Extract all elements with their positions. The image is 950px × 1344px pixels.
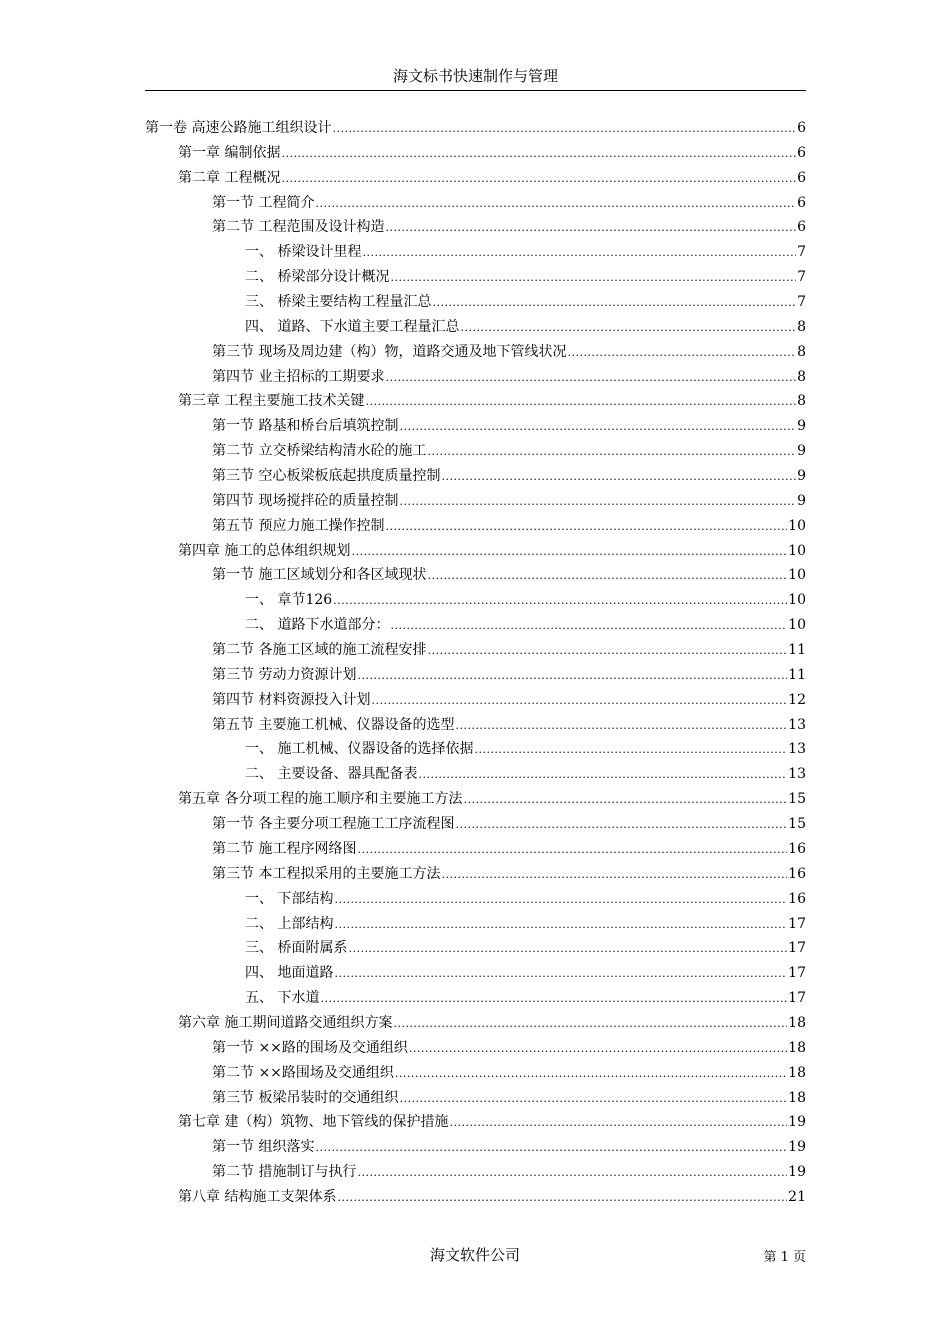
toc-dot-leader: [320, 987, 787, 1012]
toc-entry-page: 18: [788, 1064, 806, 1081]
page-header-title: 海文标书快速制作与管理: [392, 67, 558, 85]
toc-entry[interactable]: [145, 762, 806, 787]
toc-entry-page: 13: [788, 741, 806, 758]
toc-entry[interactable]: [145, 1036, 806, 1061]
toc-entry-page: 6: [797, 219, 806, 236]
toc-dot-leader: [281, 167, 796, 192]
toc-entry-label: 第七章 建（构）筑物、地下管线的保护措施: [178, 1114, 449, 1131]
toc-entry[interactable]: [145, 215, 806, 240]
toc-dot-leader: [348, 937, 787, 962]
toc-dot-leader: [334, 913, 787, 938]
toc-entry[interactable]: [145, 1086, 806, 1111]
toc-entry-page: 8: [797, 393, 806, 410]
toc-entry[interactable]: [145, 514, 806, 539]
toc-dot-leader: [315, 1136, 787, 1161]
toc-dot-leader: [362, 241, 796, 266]
toc-entry-page: 19: [788, 1114, 806, 1131]
toc-entry[interactable]: [145, 340, 806, 365]
toc-entry-page: 21: [788, 1188, 806, 1205]
toc-entry[interactable]: [145, 1135, 806, 1160]
toc-entry-page: 10: [788, 592, 806, 609]
toc-dot-leader: [332, 117, 796, 142]
toc-entry-label: 一、 桥梁设计里程: [245, 244, 362, 261]
toc-entry-label: 第三节 空心板梁板底起拱度质量控制: [212, 468, 441, 485]
toc-entry-page: 16: [788, 865, 806, 882]
toc-entry-label: 第二节 措施制订与执行: [212, 1164, 357, 1181]
toc-entry-label: 第一节 路基和桥台后填筑控制: [212, 418, 399, 435]
toc-entry[interactable]: [145, 986, 806, 1011]
toc-entry-page: 9: [797, 443, 806, 460]
toc-entry[interactable]: [145, 713, 806, 738]
footer-company: 海文软件公司: [429, 1246, 520, 1264]
toc-entry[interactable]: [145, 837, 806, 862]
toc-dot-leader: [441, 465, 796, 490]
toc-entry-label: 二、 上部结构: [245, 915, 334, 932]
toc-entry-label: 第五节 主要施工机械、仪器设备的选型: [212, 716, 455, 733]
footer-page-number: 第 1 页: [763, 1250, 806, 1265]
toc-entry-page: 17: [788, 990, 806, 1007]
toc-entry-page: 16: [788, 890, 806, 907]
toc-entry-page: 13: [788, 716, 806, 733]
toc-entry-label: 第一节 施工区域划分和各区域现状: [212, 567, 427, 584]
toc-dot-leader: [455, 813, 787, 838]
toc-dot-leader: [427, 440, 796, 465]
toc-entry-label: 第一章 编制依据: [178, 144, 281, 161]
header-divider: [145, 90, 806, 91]
toc-entry-label: 一、 下部结构: [245, 890, 334, 907]
toc-dot-leader: [399, 1087, 787, 1112]
toc-entry-label: 第三节 本工程拟采用的主要施工方法: [212, 865, 441, 882]
toc-entry-page: 16: [788, 840, 806, 857]
toc-entry-label: 三、 桥梁主要结构工程量汇总: [245, 294, 432, 311]
toc-entry-label: 第二节 立交桥梁结构清水砼的施工: [212, 443, 427, 460]
toc-entry-label: 第八章 结构施工支架体系: [178, 1188, 337, 1205]
toc-entry-label: 一、 章节126: [245, 592, 333, 609]
toc-entry[interactable]: [145, 116, 806, 141]
toc-entry[interactable]: [145, 1011, 806, 1036]
toc-entry[interactable]: [145, 787, 806, 812]
toc-entry-label: 第五章 各分项工程的施工顺序和主要施工方法: [178, 791, 463, 808]
toc-dot-leader: [399, 490, 796, 515]
toc-entry-page: 18: [788, 1039, 806, 1056]
toc-entry[interactable]: [145, 613, 806, 638]
toc-entry-label: 第一节 各主要分项工程施工工序流程图: [212, 816, 455, 833]
toc-entry-label: 三、 桥面附属系: [245, 940, 348, 957]
toc-entry-label: 第三节 劳动力资源计划: [212, 666, 357, 683]
toc-dot-leader: [351, 540, 787, 565]
toc-entry-label: 第四节 现场搅拌砼的质量控制: [212, 492, 399, 509]
toc-entry[interactable]: [145, 961, 806, 986]
toc-entry[interactable]: [145, 141, 806, 166]
toc-entry-label: 第二节 工程范围及设计构造: [212, 219, 385, 236]
toc-entry[interactable]: [145, 936, 806, 961]
toc-entry-label: 四、 道路、下水道主要工程量汇总: [245, 318, 460, 335]
toc-entry-page: 19: [788, 1164, 806, 1181]
toc-entry-page: 10: [788, 517, 806, 534]
toc-entry[interactable]: [145, 414, 806, 439]
toc-dot-leader: [315, 192, 796, 217]
toc-entry-label: 五、 下水道: [245, 990, 320, 1007]
toc-entry-page: 17: [788, 940, 806, 957]
toc-dot-leader: [281, 142, 796, 167]
toc-entry-page: 9: [797, 468, 806, 485]
toc-dot-leader: [385, 515, 787, 540]
toc-entry-page: 6: [797, 169, 806, 186]
toc-entry[interactable]: [145, 315, 806, 340]
toc-dot-leader: [455, 714, 787, 739]
toc-dot-leader: [371, 689, 787, 714]
toc-dot-leader: [449, 1111, 787, 1136]
toc-entry-page: 11: [788, 642, 806, 659]
toc-entry-label: 四、 地面道路: [245, 965, 334, 982]
toc-dot-leader: [390, 266, 796, 291]
toc-dot-leader: [385, 216, 796, 241]
toc-dot-leader: [334, 888, 787, 913]
toc-dot-leader: [427, 564, 787, 589]
toc-entry-label: 二、 主要设备、器具配备表: [245, 766, 418, 783]
toc-entry-page: 6: [797, 194, 806, 211]
toc-dot-leader: [385, 366, 796, 391]
toc-entry[interactable]: [145, 489, 806, 514]
toc-entry-page: 8: [797, 343, 806, 360]
toc-entry-label: 二、 道路下水道部分：: [245, 617, 390, 634]
toc-dot-leader: [474, 738, 787, 763]
toc-entry[interactable]: [145, 812, 806, 837]
toc-entry[interactable]: [145, 912, 806, 937]
toc-entry-label: 第四节 业主招标的工期要求: [212, 368, 385, 385]
toc-entry-label: 第二节 ××路围场及交通组织: [212, 1064, 394, 1081]
toc-dot-leader: [460, 316, 796, 341]
toc-dot-leader: [357, 1161, 787, 1186]
toc-entry[interactable]: [145, 365, 806, 390]
toc-entry[interactable]: [145, 638, 806, 663]
toc-dot-leader: [395, 1062, 787, 1087]
toc-entry-page: 17: [788, 915, 806, 932]
toc-entry-label: 第六章 施工期间道路交通组织方案: [178, 1014, 393, 1031]
toc-dot-leader: [333, 589, 787, 614]
toc-entry-page: 10: [788, 542, 806, 559]
toc-dot-leader: [432, 291, 796, 316]
toc-dot-leader: [463, 788, 787, 813]
toc-entry-page: 7: [797, 244, 806, 261]
toc-entry-page: 7: [797, 269, 806, 286]
toc-entry-label: 第二节 施工程序网络图: [212, 840, 357, 857]
toc-entry[interactable]: [145, 265, 806, 290]
toc-entry[interactable]: [145, 290, 806, 315]
toc-entry[interactable]: [145, 563, 806, 588]
toc-entry-page: 11: [788, 666, 806, 683]
toc-entry[interactable]: [145, 389, 806, 414]
toc-entry[interactable]: [145, 1185, 806, 1210]
toc-entry[interactable]: [145, 539, 806, 564]
toc-entry-page: 8: [797, 318, 806, 335]
toc-entry-label: 第四节 材料资源投入计划: [212, 691, 371, 708]
toc-entry[interactable]: [145, 663, 806, 688]
toc-entry[interactable]: [145, 862, 806, 887]
toc-dot-leader: [393, 1012, 787, 1037]
toc-entry[interactable]: [145, 439, 806, 464]
toc-entry[interactable]: [145, 191, 806, 216]
toc-entry[interactable]: [145, 240, 806, 265]
toc-entry-page: 9: [797, 418, 806, 435]
toc-entry-page: 6: [797, 120, 806, 136]
toc-entry-page: 10: [788, 567, 806, 584]
toc-entry[interactable]: [145, 737, 806, 762]
toc-entry-label: 一、 施工机械、仪器设备的选择依据: [245, 741, 474, 758]
toc-entry-label: 第三节 现场及周边建（构）物，道路交通及地下管线状况: [212, 343, 567, 360]
toc-entry-label: 第一节 组织落实: [212, 1139, 315, 1156]
toc-entry-label: 二、 桥梁部分设计概况: [245, 269, 390, 286]
toc-entry-page: 15: [788, 791, 806, 808]
toc-entry[interactable]: [145, 688, 806, 713]
toc-entry[interactable]: [145, 887, 806, 912]
toc-entry-page: 15: [788, 816, 806, 833]
toc-entry[interactable]: [145, 1061, 806, 1086]
toc-entry-label: 第三节 板梁吊装时的交通组织: [212, 1089, 399, 1106]
toc-entry-page: 8: [797, 368, 806, 385]
table-of-contents: [145, 116, 806, 1210]
toc-dot-leader: [427, 639, 787, 664]
toc-entry-label: 第一卷 高速公路施工组织设计: [145, 120, 332, 136]
toc-entry-page: 18: [788, 1014, 806, 1031]
toc-entry-label: 第二章 工程概况: [178, 169, 281, 186]
toc-entry[interactable]: [145, 588, 806, 613]
toc-entry[interactable]: [145, 1160, 806, 1185]
toc-entry-page: 10: [788, 617, 806, 634]
toc-entry-page: 7: [797, 294, 806, 311]
toc-entry-label: 第一节 ××路的围场及交通组织: [212, 1039, 408, 1056]
toc-entry-page: 13: [788, 766, 806, 783]
toc-entry[interactable]: [145, 1110, 806, 1135]
toc-entry-label: 第三章 工程主要施工技术关键: [178, 393, 365, 410]
toc-dot-leader: [365, 390, 796, 415]
toc-dot-leader: [357, 664, 787, 689]
toc-dot-leader: [441, 863, 787, 888]
toc-entry[interactable]: [145, 166, 806, 191]
toc-entry-page: 6: [797, 144, 806, 161]
toc-dot-leader: [418, 763, 787, 788]
toc-entry-label: 第二节 各施工区域的施工流程安排: [212, 642, 427, 659]
toc-entry-page: 18: [788, 1089, 806, 1106]
toc-entry-page: 17: [788, 965, 806, 982]
toc-dot-leader: [390, 614, 787, 639]
toc-dot-leader: [409, 1037, 787, 1062]
toc-dot-leader: [399, 415, 796, 440]
toc-dot-leader: [337, 1186, 787, 1211]
toc-entry-page: 9: [797, 492, 806, 509]
toc-entry-label: 第五节 预应力施工操作控制: [212, 517, 385, 534]
toc-entry-label: 第一节 工程简介: [212, 194, 315, 211]
toc-dot-leader: [334, 962, 787, 987]
toc-entry-label: 第四章 施工的总体组织规划: [178, 542, 351, 559]
toc-entry-page: 12: [788, 691, 806, 708]
toc-entry[interactable]: [145, 464, 806, 489]
toc-dot-leader: [567, 341, 796, 366]
toc-entry-page: 19: [788, 1139, 806, 1156]
toc-dot-leader: [357, 838, 787, 863]
